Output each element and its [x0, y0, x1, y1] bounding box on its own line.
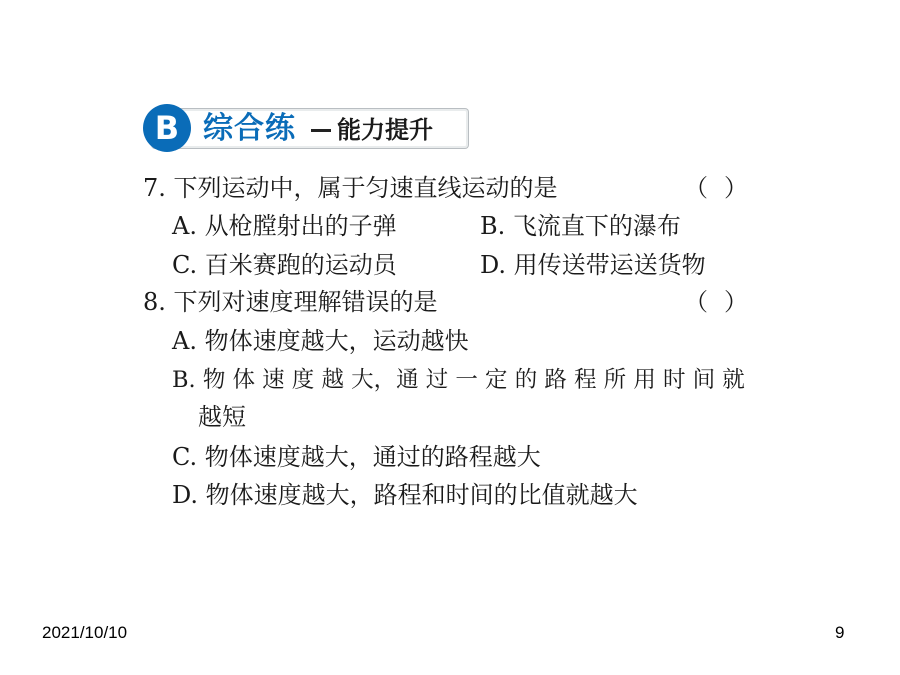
- q8-answer-blank[interactable]: [684, 287, 748, 317]
- q7-option-c: C. 百米赛跑的运动员: [172, 251, 397, 279]
- q7-paren-open: （: [684, 174, 708, 202]
- q8-option-b-line1: B. 物 体 速 度 越 大，通 过 一 定 的 路 程 所 用 时 间 就: [172, 367, 745, 393]
- q8-paren-open: （: [684, 288, 708, 316]
- q7-option-b: B. 飞流直下的瀑布: [480, 212, 681, 240]
- q8-stem: 8. 下列对速度理解错误的是: [143, 288, 438, 316]
- page-number: 9: [835, 623, 845, 642]
- q8-option-a: A. 物体速度越大，运动越快: [172, 327, 469, 355]
- q8-paren-close: ）: [724, 288, 748, 316]
- q7-option-d: D. 用传送带运送货物: [480, 251, 706, 279]
- q8-option-b-line2: 越短: [198, 403, 246, 431]
- q7-paren-close: ）: [724, 174, 748, 202]
- header-dash: [311, 129, 331, 132]
- footer-date: 2021/10/10: [42, 623, 128, 642]
- section-title: 综合练: [203, 111, 296, 146]
- q7-answer-blank[interactable]: [684, 173, 748, 203]
- q8-option-d: D. 物体速度越大，路程和时间的比值就越大: [172, 481, 638, 509]
- q7-stem: 7. 下列运动中，属于匀速直线运动的是: [143, 174, 558, 202]
- section-subtitle: 能力提升: [337, 116, 433, 144]
- q7-option-a: A. 从枪膛射出的子弹: [172, 212, 397, 240]
- section-header: [143, 104, 469, 152]
- section-badge: B: [143, 104, 191, 152]
- q8-option-c: C. 物体速度越大，通过的路程越大: [172, 443, 541, 471]
